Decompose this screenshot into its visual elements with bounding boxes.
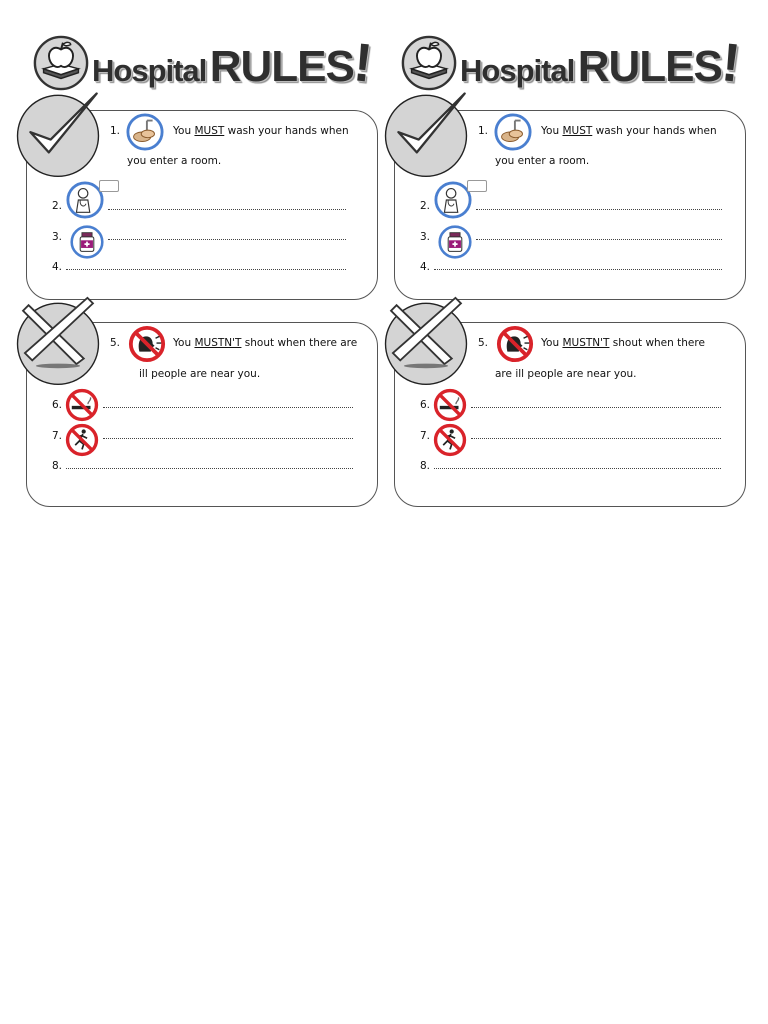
header [32,28,374,94]
rule-7-number: 7. [420,430,431,442]
rule-8-answer-line[interactable] [434,468,721,469]
rule-4-number: 4. [52,261,63,273]
no-shouting-icon [128,325,166,363]
rule-2-answer-line[interactable] [108,209,346,210]
check-mark-icon [12,88,104,180]
rule-7-number: 7. [52,430,63,442]
header [400,28,742,94]
no-running-icon [433,423,467,457]
rule-7-answer-line[interactable] [103,438,353,439]
rule-5-text-line2: ill people are near you. [139,368,261,380]
rule-3-number: 3. [52,231,63,243]
no-running-icon [65,423,99,457]
rule-1-text: You MUST wash your hands when [173,125,349,137]
apple-book-icon [32,34,90,92]
apple-book-icon [400,34,458,92]
no-smoking-icon [65,388,99,422]
rule-8-number: 8. [52,460,63,472]
rule-1-text-line2: you enter a room. [127,155,222,167]
medicine-bottle-icon [438,225,472,259]
speech-bubble [99,180,119,192]
cross-mark-icon [380,296,472,388]
rule-6-number: 6. [420,399,431,411]
cross-mark-icon [12,296,104,388]
rule-2-number: 2. [420,200,431,212]
medicine-bottle-icon [70,225,104,259]
no-shouting-icon [496,325,534,363]
rule-6-answer-line[interactable] [471,407,721,408]
no-smoking-icon [433,388,467,422]
rule-5-number: 5. [478,337,489,349]
rule-3-number: 3. [420,231,431,243]
rule-4-answer-line[interactable] [434,269,722,270]
rule-1-number: 1. [110,125,121,137]
rule-8-answer-line[interactable] [66,468,353,469]
rule-5-text: You MUSTN'T shout when there are [173,337,358,349]
worksheet-left [0,0,384,520]
rule-1-text: You MUST wash your hands when [541,125,717,137]
page-title: Hospital RULES! [92,32,374,94]
rule-2-answer-line[interactable] [476,209,722,210]
rule-1-text-line2: you enter a room. [495,155,590,167]
page-title: Hospital RULES! [460,32,742,94]
rule-2-number: 2. [52,200,63,212]
worksheet-right [368,0,752,520]
rule-1-number: 1. [478,125,489,137]
hand-washing-icon [494,113,532,151]
check-mark-icon [380,88,472,180]
hand-washing-icon [126,113,164,151]
speech-bubble [467,180,487,192]
rule-7-answer-line[interactable] [471,438,721,439]
rule-5-text-line2: are ill people are near you. [495,368,637,380]
rule-3-answer-line[interactable] [476,239,722,240]
rule-5-text: You MUSTN'T shout when there [541,337,705,349]
rule-6-answer-line[interactable] [103,407,353,408]
rule-8-number: 8. [420,460,431,472]
rule-4-answer-line[interactable] [66,269,346,270]
rule-6-number: 6. [52,399,63,411]
rule-4-number: 4. [420,261,431,273]
rule-5-number: 5. [110,337,121,349]
rule-3-answer-line[interactable] [108,239,346,240]
